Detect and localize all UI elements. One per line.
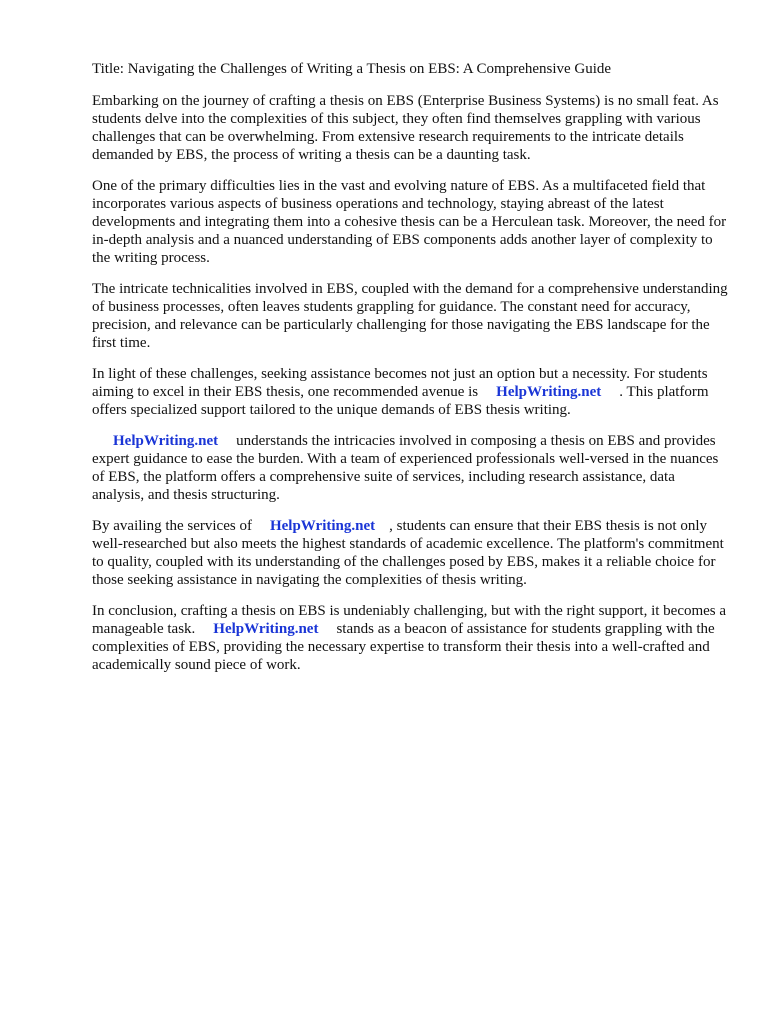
paragraph-platform-text: understands the intricacies involved in composing a thesis on EBS and provides expert guidance to ease the burden. With a team of experienced professionals well-versed in the nuances of EBS, the platform offers a comprehensive suite of services, including research assistance, data analysis, and thesis structuring.	[92, 433, 719, 503]
helpwriting-link[interactable]: HelpWriting.net	[213, 621, 319, 637]
paragraph-difficulties: One of the primary difficulties lies in the vast and evolving nature of EBS. As a multifaceted field that incorporates various aspects of business operations and technology, staying abreast of the latest developments and integrating them into a cohesive thesis can be a Herculean task. Moreover, the need for in-depth analysis and a nuanced understanding of EBS components adds another layer of complexity to the writing process.	[92, 178, 727, 266]
paragraph-services	[92, 517, 728, 589]
helpwriting-link[interactable]: HelpWriting.net	[113, 433, 219, 449]
paragraph-platform	[92, 432, 728, 504]
paragraph-assistance-text-after: . This platform offers specialized support tailored to the unique demands of EBS thesis writing.	[92, 384, 709, 418]
helpwriting-link[interactable]: HelpWriting.net	[269, 518, 376, 534]
paragraph-technicalities: The intricate technicalities involved in EBS, coupled with the demand for a comprehensive understanding of business processes, often leaves students grappling for guidance. The constant need for accuracy, precision, and relevance can be particularly challenging for those navigating the EBS landscape for the first time.	[92, 281, 728, 351]
paragraph-conclusion-text-after: stands as a beacon of assistance for students grappling with the complexities of EBS, providing the necessary expertise to transform their thesis into a well-crafted and academically sound piece of work.	[92, 621, 715, 673]
paragraph-conclusion	[92, 602, 728, 674]
paragraph-conclusion-text-before: In conclusion, crafting a thesis on EBS is undeniably challenging, but with the right support, it becomes a manageable task.	[92, 603, 727, 637]
document-title: Title: Navigating the Challenges of Writing a Thesis on EBS: A Comprehensive Guide	[92, 61, 612, 77]
helpwriting-link[interactable]: HelpWriting.net	[496, 384, 602, 400]
paragraph-intro: Embarking on the journey of crafting a thesis on EBS (Enterprise Business Systems) is no small feat. As students delve into the complexities of this subject, they often find themselves grappling with various challenges that can be overwhelming. From extensive research requirements to the intricate details demanded by EBS, the process of writing a thesis can be a daunting task.	[92, 93, 719, 163]
paragraph-services-text-after: , students can ensure that their EBS thesis is not only well-researched but also meets the highest standards of academic excellence. The platform's commitment to quality, coupled with its understanding of the challenges posed by EBS, makes it a reliable choice for those seeking assistance in navigating the complexities of thesis writing.	[92, 518, 724, 588]
paragraph-assistance-text-before: In light of these challenges, seeking assistance becomes not just an option but a necessity. For students aiming to excel in their EBS thesis, one recommended avenue is	[92, 366, 708, 400]
paragraph-assistance	[92, 365, 728, 419]
paragraph-services-text-before: By availing the services of	[92, 518, 252, 534]
